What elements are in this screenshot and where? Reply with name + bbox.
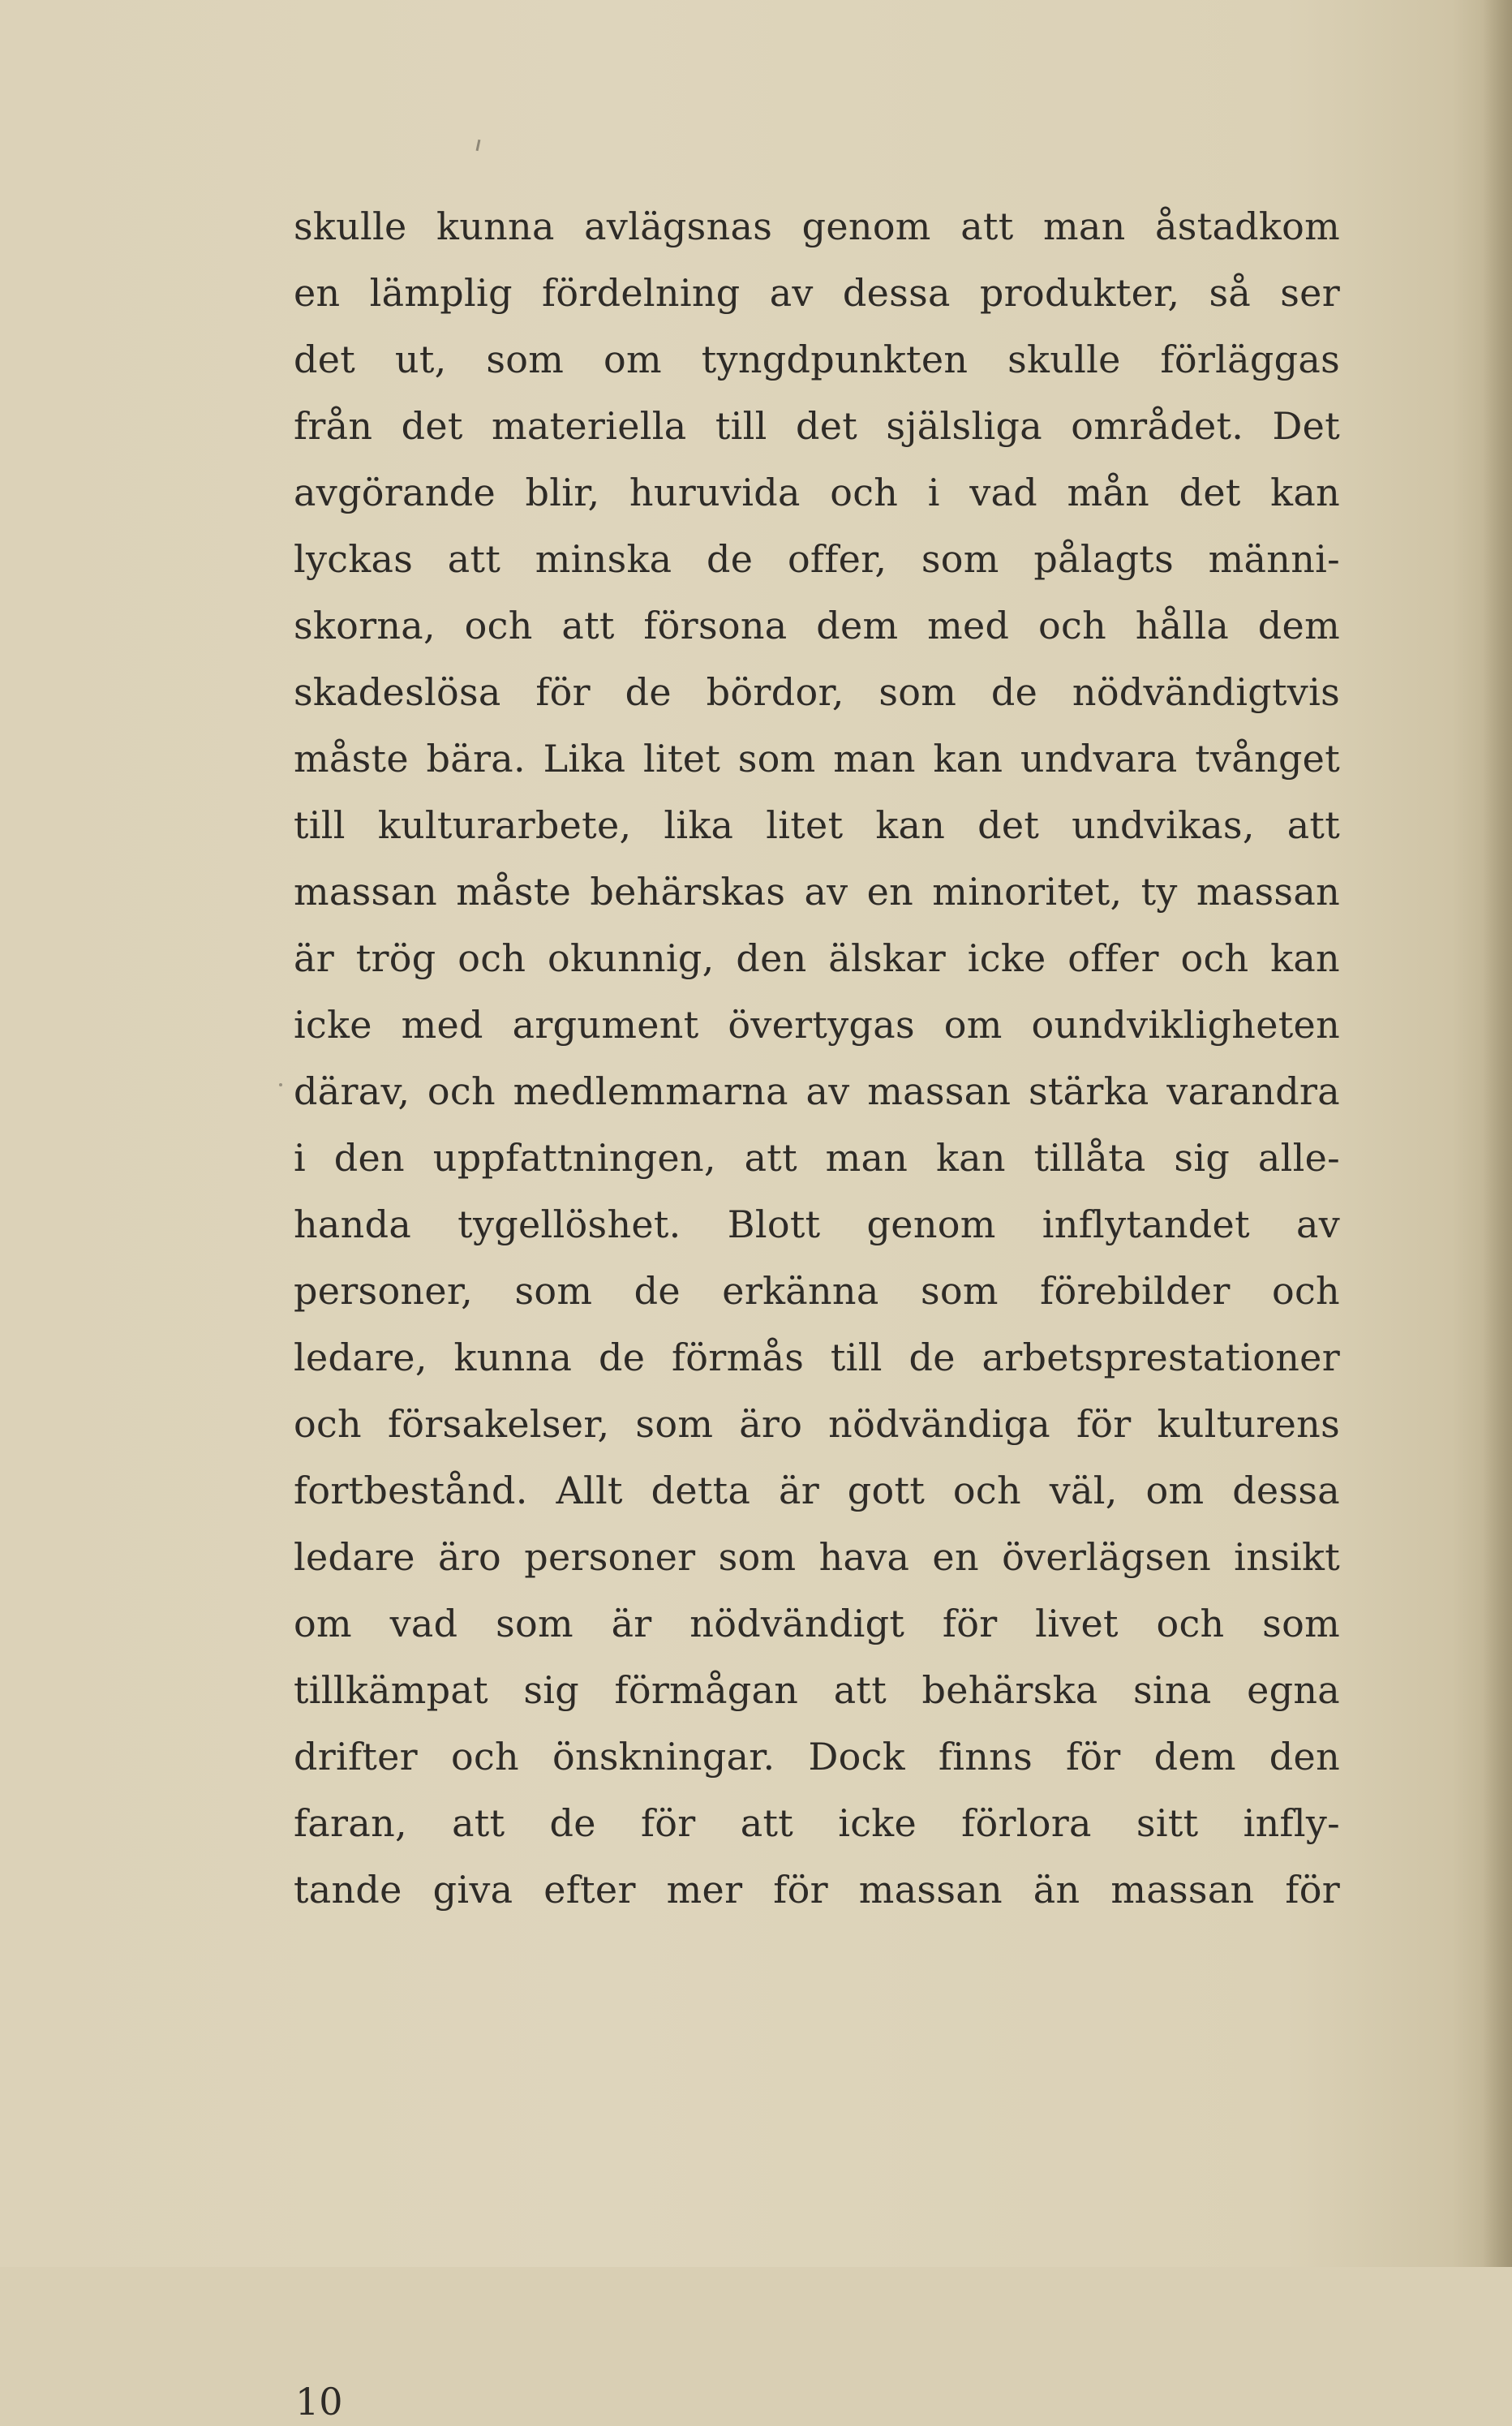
- text-line: massan måste behärskas av en minoritet, ty massan: [294, 870, 1340, 914]
- text-line: skulle kunna avlägsnas genom att man åstadkom: [294, 204, 1340, 248]
- text-line: ledare, kunna de förmås till de arbetsprestationer: [294, 1336, 1340, 1379]
- text-line: en lämplig fördelning av dessa produkter, så ser: [294, 271, 1340, 315]
- text-line: handa tygellöshet. Blott genom inflytandet av: [294, 1202, 1340, 1246]
- text-line: det ut, som om tyngdpunkten skulle förläggas: [294, 338, 1340, 381]
- text-line: därav, och medlemmarna av massan stärka varandra: [294, 1069, 1340, 1113]
- page-edge-shadow: [1483, 0, 1512, 2267]
- text-line: skadeslösa för de bördor, som de nödvändigtvis: [294, 670, 1340, 714]
- text-line: ledare äro personer som hava en överlägsen insikt: [294, 1535, 1340, 1579]
- text-line: från det materiella till det själsliga området. Det: [294, 404, 1340, 448]
- text-line: drifter och önskningar. Dock finns för dem den: [294, 1735, 1340, 1779]
- text-line: faran, att de för att icke förlora sitt infly-: [294, 1801, 1340, 1845]
- text-line: tillkämpat sig förmågan att behärska sina egna: [294, 1668, 1340, 1712]
- text-line: personer, som de erkänna som förebilder och: [294, 1269, 1340, 1313]
- page-number: 10: [295, 2380, 343, 2424]
- text-line: är trög och okunnig, den älskar icke offer och kan: [294, 936, 1340, 980]
- text-line: avgörande blir, huruvida och i vad mån det kan: [294, 471, 1340, 514]
- text-line: icke med argument övertygas om oundvikligheten: [294, 1003, 1340, 1047]
- text-line: tande giva efter mer för massan än massan för: [294, 1868, 1340, 1912]
- text-line: skorna, och att försona dem med och hålla dem: [294, 604, 1340, 647]
- text-line: lyckas att minska de offer, som pålagts männi-: [294, 537, 1340, 581]
- text-line: och försakelser, som äro nödvändiga för kulturens: [294, 1402, 1340, 1446]
- text-line: till kulturarbete, lika litet kan det undvikas, att: [294, 803, 1340, 847]
- text-line: i den uppfattningen, att man kan tillåta sig alle-: [294, 1136, 1340, 1180]
- text-line: måste bära. Lika litet som man kan undvara tvånget: [294, 737, 1340, 781]
- text-line: fortbestånd. Allt detta är gott och väl, om dessa: [294, 1469, 1340, 1512]
- ink-dot: [279, 1083, 282, 1086]
- text-line: om vad som är nödvändigt för livet och som: [294, 1602, 1340, 1645]
- ink-mark: [476, 140, 481, 151]
- body-text: [294, 193, 1340, 1923]
